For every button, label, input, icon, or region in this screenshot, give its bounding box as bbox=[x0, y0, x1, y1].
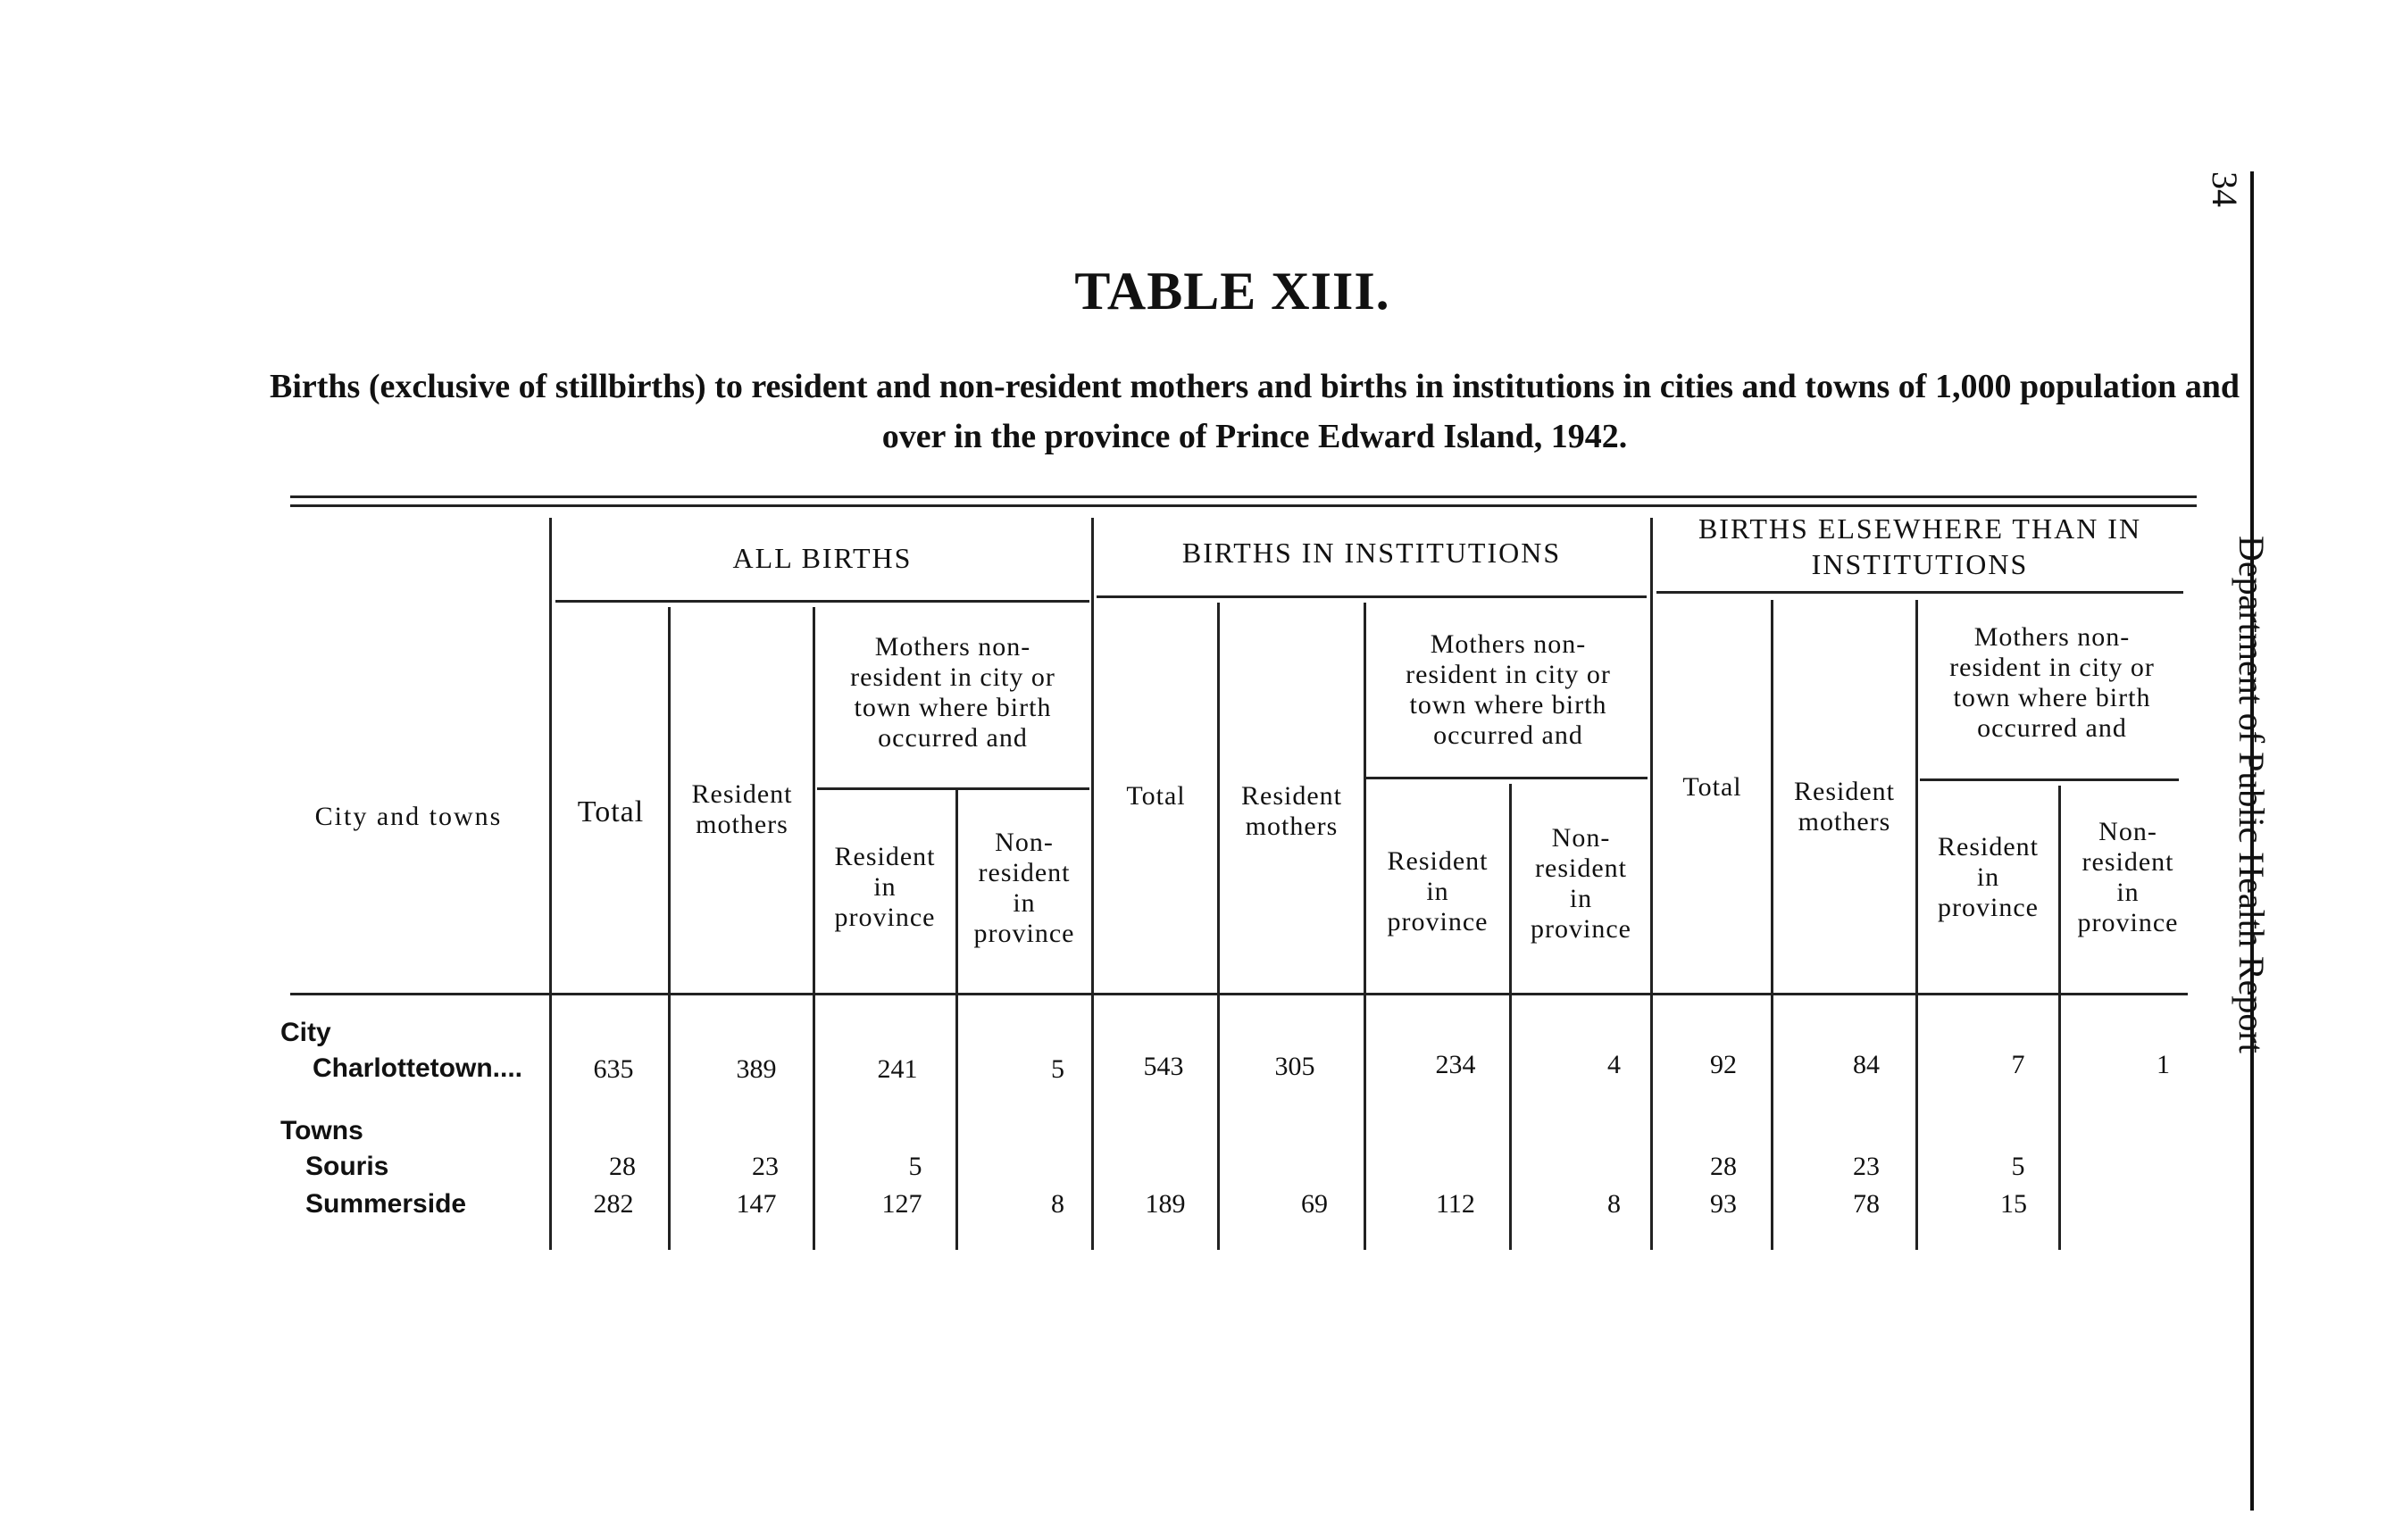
group-all-births: ALL BIRTHS bbox=[732, 542, 913, 574]
table-top-rule bbox=[290, 495, 2197, 498]
table-cell: 147 bbox=[736, 1189, 777, 1219]
col-nonresident-in-province: Non- resident in province bbox=[973, 828, 1075, 948]
table-cell: 23 bbox=[1853, 1152, 1880, 1181]
table-cell: 8 bbox=[1607, 1189, 1621, 1219]
section-label-city: City bbox=[280, 1018, 331, 1047]
table-cell: 78 bbox=[1853, 1189, 1880, 1219]
col-resident-in-province: Resident in province bbox=[1938, 832, 2039, 922]
table-cell: 7 bbox=[2011, 1050, 2025, 1079]
table-cell: 189 bbox=[1145, 1189, 1186, 1219]
table-cell: 5 bbox=[1051, 1054, 1064, 1084]
table-cell: 84 bbox=[1853, 1050, 1880, 1079]
table-cell: 4 bbox=[1607, 1050, 1621, 1079]
col-total: Total bbox=[577, 795, 645, 828]
table-title: TABLE XIII. bbox=[1074, 262, 1390, 320]
table-cell: 282 bbox=[593, 1189, 634, 1219]
table-cell: 5 bbox=[908, 1152, 922, 1181]
col-nonresident-in-province: Non- resident in province bbox=[2077, 817, 2179, 937]
col-resident-mothers: Resident mothers bbox=[1794, 777, 1895, 837]
col-resident-in-province: Resident in province bbox=[1387, 846, 1489, 936]
table-cell: 28 bbox=[609, 1152, 636, 1181]
table-cell: 23 bbox=[752, 1152, 779, 1181]
col-divider bbox=[1650, 518, 1653, 1250]
table-cell: 389 bbox=[736, 1054, 777, 1084]
table-cell: 543 bbox=[1143, 1052, 1184, 1081]
table-cell: 127 bbox=[881, 1189, 922, 1219]
table-cell: 8 bbox=[1051, 1189, 1064, 1219]
page-number: 34 bbox=[2205, 171, 2245, 207]
table-cell: 93 bbox=[1710, 1189, 1737, 1219]
running-header: Department of Public Health Report bbox=[2232, 536, 2272, 1053]
col-resident-mothers: Resident mothers bbox=[691, 779, 793, 839]
col-mothers-nonresident: Mothers non- resident in city or town where birth occurred and bbox=[1949, 622, 2155, 743]
stub-header: City and towns bbox=[314, 802, 503, 831]
col-divider bbox=[1091, 518, 1094, 1250]
col-divider bbox=[549, 518, 552, 1250]
subgroup-rule bbox=[817, 787, 1089, 790]
row-label: Summerside bbox=[305, 1189, 467, 1219]
table-cell: 635 bbox=[593, 1054, 634, 1084]
table-cell: 112 bbox=[1436, 1189, 1475, 1219]
table-cell: 28 bbox=[1710, 1152, 1737, 1181]
group-births-elsewhere: BIRTHS ELSEWHERE THAN IN INSTITUTIONS bbox=[1698, 512, 2142, 580]
table-cell: 5 bbox=[2011, 1152, 2025, 1181]
group-rule bbox=[555, 600, 1089, 603]
col-mothers-nonresident: Mothers non- resident in city or town where birth occurred and bbox=[850, 632, 1055, 753]
col-resident-in-province: Resident in province bbox=[834, 842, 936, 932]
col-total: Total bbox=[1682, 772, 1742, 802]
table-cell: 69 bbox=[1301, 1189, 1328, 1219]
group-rule bbox=[1097, 595, 1647, 598]
table-caption: Births (exclusive of stillbirths) to resident and non-resident mothers and births in institutions in cities and towns of 1,000 population and over in the province of Prince Edward Island, 1942. bbox=[269, 368, 2240, 455]
table-cell: 241 bbox=[877, 1054, 918, 1084]
col-total: Total bbox=[1126, 781, 1186, 811]
section-label-towns: Towns bbox=[280, 1116, 363, 1145]
col-nonresident-in-province: Non- resident in province bbox=[1531, 823, 1631, 944]
table-cell: 1 bbox=[2157, 1050, 2170, 1079]
group-births-institutions: BIRTHS IN INSTITUTIONS bbox=[1181, 537, 1562, 569]
table-cell: 15 bbox=[2000, 1189, 2027, 1219]
table-cell: 92 bbox=[1710, 1050, 1737, 1079]
col-divider bbox=[1217, 603, 1220, 1250]
row-label: Souris bbox=[305, 1152, 389, 1181]
table-cell: 305 bbox=[1274, 1052, 1315, 1081]
group-rule bbox=[1656, 591, 2183, 594]
table-cell: 234 bbox=[1435, 1050, 1476, 1079]
table-top-rule-2 bbox=[290, 504, 2197, 507]
row-label: Charlottetown.... bbox=[313, 1053, 522, 1083]
col-mothers-nonresident: Mothers non- resident in city or town where birth occurred and bbox=[1406, 629, 1611, 750]
header-bottom-rule bbox=[290, 993, 2188, 995]
subgroup-rule bbox=[1920, 778, 2179, 781]
subgroup-rule bbox=[1366, 777, 1648, 779]
col-resident-mothers: Resident mothers bbox=[1241, 781, 1342, 841]
